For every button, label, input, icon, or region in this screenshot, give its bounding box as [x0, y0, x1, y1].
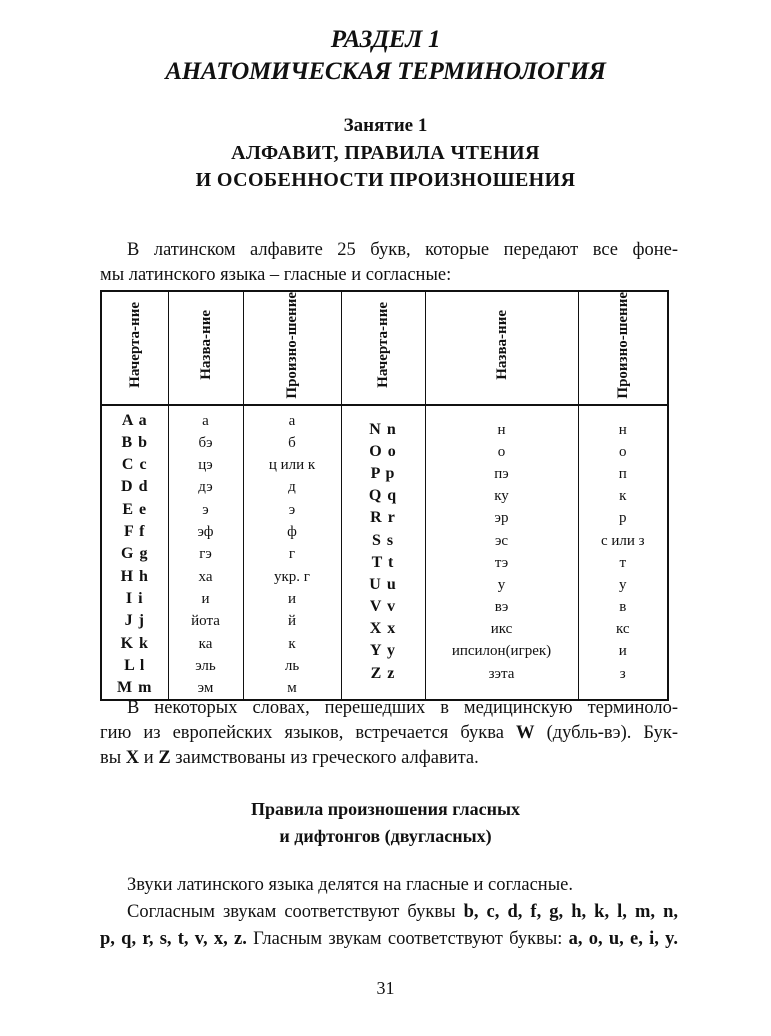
letter-left: M m — [117, 679, 153, 697]
pronunciation-right: в — [619, 599, 627, 616]
letter-name-left: цэ — [198, 457, 213, 474]
pronunciation-right: к — [619, 488, 627, 505]
section-label: РАЗДЕЛ 1 — [330, 26, 441, 53]
letter-name-right: вэ — [494, 599, 509, 616]
header-name-left: Назва-ние — [168, 291, 243, 405]
pronunciation-right: н — [618, 421, 627, 438]
letter-name-left: гэ — [199, 546, 212, 563]
letter-name-left: йота — [191, 613, 220, 630]
lesson-title-line1: АЛФАВИТ, ПРАВИЛА ЧТЕНИЯ — [231, 142, 540, 164]
pronunciation-right: т — [619, 554, 627, 571]
pronunciation-right: п — [618, 465, 627, 482]
pronunciation-right: з — [619, 665, 626, 682]
col-letters-right — [341, 405, 425, 701]
letter-right: R r — [370, 509, 396, 527]
letter-right: U u — [369, 575, 397, 593]
letter-right: N n — [369, 420, 397, 438]
letter-name-left: ха — [198, 568, 213, 585]
letter-name-left: дэ — [198, 479, 213, 496]
header-form-left: Начерта-ние — [101, 291, 168, 405]
header-name-right: Назва-ние — [425, 291, 578, 405]
pronunciation-left: ль — [284, 657, 300, 674]
letter-right: V v — [369, 598, 397, 616]
letter-right: Q q — [368, 487, 398, 505]
rules-title-line1: Правила произношения гласных — [251, 799, 520, 819]
letter-name-right: у — [497, 576, 506, 593]
letter-name-left: эм — [197, 680, 214, 697]
para2-line2: гию из европейских языков, встречается буква W (дубль-вэ). Бук- — [100, 723, 678, 743]
letter-left: I i — [125, 589, 144, 607]
pronunciation-left: б — [288, 434, 296, 451]
pronunciation-right: кс — [615, 621, 630, 638]
letter-name-left: ка — [198, 635, 213, 652]
pronunciation-left: э — [288, 501, 296, 518]
letter-name-left: эль — [195, 657, 216, 674]
letter-name-right: эс — [494, 532, 509, 549]
letter-left: L l — [124, 656, 146, 674]
letter-left: H h — [120, 567, 149, 585]
pronunciation-left: д — [288, 479, 296, 496]
letter-name-right: ипсилон(игрек) — [451, 643, 552, 660]
pronunciation-left: к — [288, 635, 296, 652]
letter-left: B b — [121, 433, 149, 451]
letter-name-right: икс — [490, 621, 513, 638]
pronunciation-right: р — [619, 510, 627, 527]
col-names-left — [168, 405, 243, 701]
letter-z: Z — [158, 748, 171, 768]
letter-w: W — [516, 723, 535, 743]
letter-name-right: о — [497, 443, 506, 460]
loanword-paragraph — [100, 696, 678, 771]
letter-name-left: бэ — [198, 434, 213, 451]
letter-right: Y y — [370, 642, 396, 660]
para3-line2: Согласным звукам соответствуют буквы b, c, d, f, g, h, k, l, m, n, — [127, 902, 678, 922]
pronunciation-right: и — [618, 643, 627, 660]
vowel-letters: a, o, u, e, i, y. — [568, 929, 678, 949]
pronunciation-left: м — [287, 680, 297, 697]
letter-name-right: пэ — [494, 465, 509, 482]
lesson-title — [0, 140, 771, 194]
pronunciation-left: а — [288, 412, 296, 429]
letter-name-right: зэта — [488, 665, 515, 682]
lesson-label: Занятие 1 — [343, 115, 428, 136]
letter-left: E e — [122, 500, 148, 518]
letter-name-right: эр — [494, 510, 509, 527]
table-body-row — [101, 405, 668, 701]
letter-name-right: тэ — [494, 554, 509, 571]
letter-left: J j — [124, 612, 145, 630]
section-heading — [0, 24, 771, 88]
consonant-letters-b: p, q, r, s, t, v, x, z. — [100, 929, 247, 949]
consonant-letters-a: b, c, d, f, g, h, k, l, m, n, — [463, 902, 678, 922]
header-sound-right: Произно-шение — [578, 291, 668, 405]
pronunciation-left: ф — [287, 524, 297, 541]
sounds-paragraph — [100, 872, 678, 953]
letter-right: O o — [369, 442, 397, 460]
letter-left: F f — [123, 523, 146, 541]
letter-right: P p — [370, 464, 396, 482]
pronunciation-left: й — [287, 613, 297, 630]
letter-name-left: и — [201, 590, 210, 607]
pronunciation-left: ц или к — [268, 457, 316, 474]
letter-name-right: ку — [494, 488, 509, 505]
letter-left: A a — [121, 411, 148, 429]
letter-name-left: эф — [197, 524, 214, 541]
para2-line1: В некоторых словах, перешедших в медицинскую терминоло- — [127, 698, 678, 718]
letter-x: X — [125, 748, 140, 768]
letter-left: K k — [120, 634, 149, 652]
pronunciation-right: о — [619, 443, 627, 460]
col-sounds-right — [578, 405, 668, 701]
para3-line3: p, q, r, s, t, v, x, z. Гласным звукам соответствуют буквы: a, o, u, e, i, y. — [100, 929, 678, 949]
letter-right: T t — [371, 553, 395, 571]
lesson-title-line2: И ОСОБЕННОСТИ ПРОИЗНОШЕНИЯ — [195, 169, 576, 191]
letter-name-left: э — [202, 501, 209, 518]
alphabet-table — [100, 290, 669, 701]
pronunciation-left: и — [287, 590, 297, 607]
intro-paragraph — [100, 238, 678, 288]
para2-line3: вы X и Z заимствованы из греческого алфавита. — [100, 748, 479, 768]
intro-line2: мы латинского языка – гласные и согласные: — [100, 265, 452, 285]
header-form-right: Начерта-ние — [341, 291, 425, 405]
letter-right: Z z — [370, 664, 396, 682]
letter-name-right: н — [497, 421, 506, 438]
pronunciation-right: с или з — [600, 532, 645, 549]
letter-right: S s — [371, 531, 395, 549]
para3-line1: Звуки латинского языка делятся на гласные и согласные. — [127, 875, 573, 895]
letter-left: C c — [121, 456, 148, 474]
intro-line1: В латинском алфавите 25 букв, которые передают все фоне- — [127, 240, 678, 260]
rules-title-line2: и дифтонгов (двугласных) — [279, 826, 492, 846]
letter-right: X x — [369, 620, 397, 638]
section-title: АНАТОМИЧЕСКАЯ ТЕРМИНОЛОГИЯ — [165, 58, 606, 85]
header-sound-left: Произно-шение — [243, 291, 341, 405]
rules-heading — [0, 796, 771, 850]
letter-name-left: а — [202, 412, 209, 429]
pronunciation-left: укр. г — [274, 568, 310, 585]
pronunciation-left: г — [288, 546, 296, 563]
col-sounds-left — [243, 405, 341, 701]
pronunciation-right: у — [619, 576, 627, 593]
letter-left: D d — [121, 478, 149, 496]
table-header-row — [101, 291, 668, 405]
col-names-right — [425, 405, 578, 701]
col-letters-left — [101, 405, 168, 701]
letter-left: G g — [121, 545, 149, 563]
page-number: 31 — [376, 978, 395, 998]
